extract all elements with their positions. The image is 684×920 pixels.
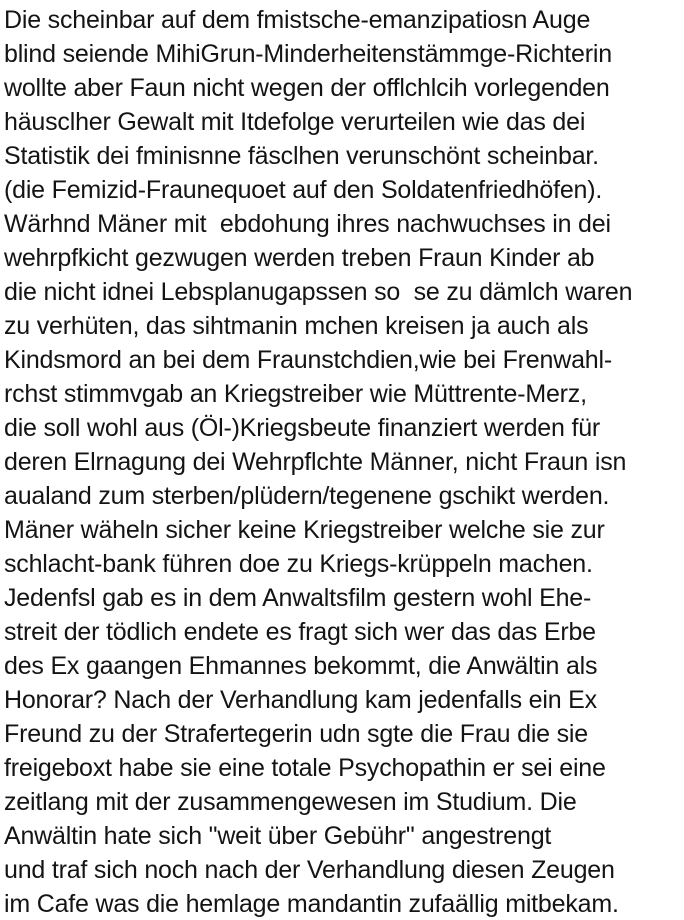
text-line: Freund zu der Strafertegerin udn sgte die Frau die sie: [4, 720, 588, 748]
text-line: Kindsmord an bei dem Fraunstchdien,wie bei Frenwahl-: [4, 346, 612, 374]
text-line: (die Femizid-Fraunequoet auf den Soldatenfriedhöfen).: [4, 176, 603, 204]
text-line: häusclher Gewalt mit Itdefolge verurteilen wie das dei: [4, 108, 586, 136]
text-line: deren Elrnagung dei Wehrpflchte Männer, nicht Fraun isn: [4, 448, 627, 476]
text-line: die nicht idnei Lebsplanugapssen so se zu dämlch waren: [4, 278, 633, 306]
text-line: Statistik dei fminisnne fäsclhen verunschönt scheinbar.: [4, 142, 599, 170]
text-line: Mäner wäheln sicher keine Kriegstreiber welche sie zur: [4, 516, 605, 544]
text-line: aualand zum sterben/plüdern/tegenene gschikt werden.: [4, 482, 610, 510]
text-line: streit der tödlich endete es fragt sich wer das das Erbe: [4, 618, 596, 646]
text-line: im Cafe was die hemlage mandantin zufaällig mitbekam.: [4, 890, 619, 918]
text-line: schlacht-bank führen doe zu Kriegs-krüppeln machen.: [4, 550, 593, 578]
text-line: Jedenfsl gab es in dem Anwaltsfilm gestern wohl Ehe-: [4, 584, 592, 612]
text-line: des Ex gaangen Ehmannes bekommt, die Anwältin als: [4, 652, 598, 680]
text-line: Wärhnd Mäner mit ebdohung ihres nachwuchses in dei: [4, 210, 611, 238]
text-line: Anwältin hate sich "weit über Gebühr" angestrengt: [4, 822, 552, 850]
text-line: zeitlang mit der zusammengewesen im Studium. Die: [4, 788, 577, 816]
text-line: wehrpfkicht gezwugen werden treben Fraun Kinder ab: [4, 244, 595, 272]
text-line: zu verhüten, das sihtmanin mchen kreisen ja auch als: [4, 312, 589, 340]
text-line: Honorar? Nach der Verhandlung kam jedenfalls ein Ex: [4, 686, 597, 714]
text-line: wollte aber Faun nicht wegen der offlchlcih vorlegenden: [4, 74, 610, 102]
text-line: die soll wohl aus (Öl-)Kriegsbeute finanziert werden für: [4, 414, 601, 442]
text-line: rchst stimmvgab an Kriegstreiber wie Müttrente-Merz,: [4, 380, 587, 408]
text-line: freigeboxt habe sie eine totale Psychopathin er sei eine: [4, 754, 606, 782]
text-line: blind seiende MihiGrun-Minderheitenstämmge-Richterin: [4, 40, 612, 68]
text-line: und traf sich noch nach der Verhandlung diesen Zeugen: [4, 856, 615, 884]
text-line: Die scheinbar auf dem fmistsche-emanzipatiosn Auge: [4, 6, 591, 34]
